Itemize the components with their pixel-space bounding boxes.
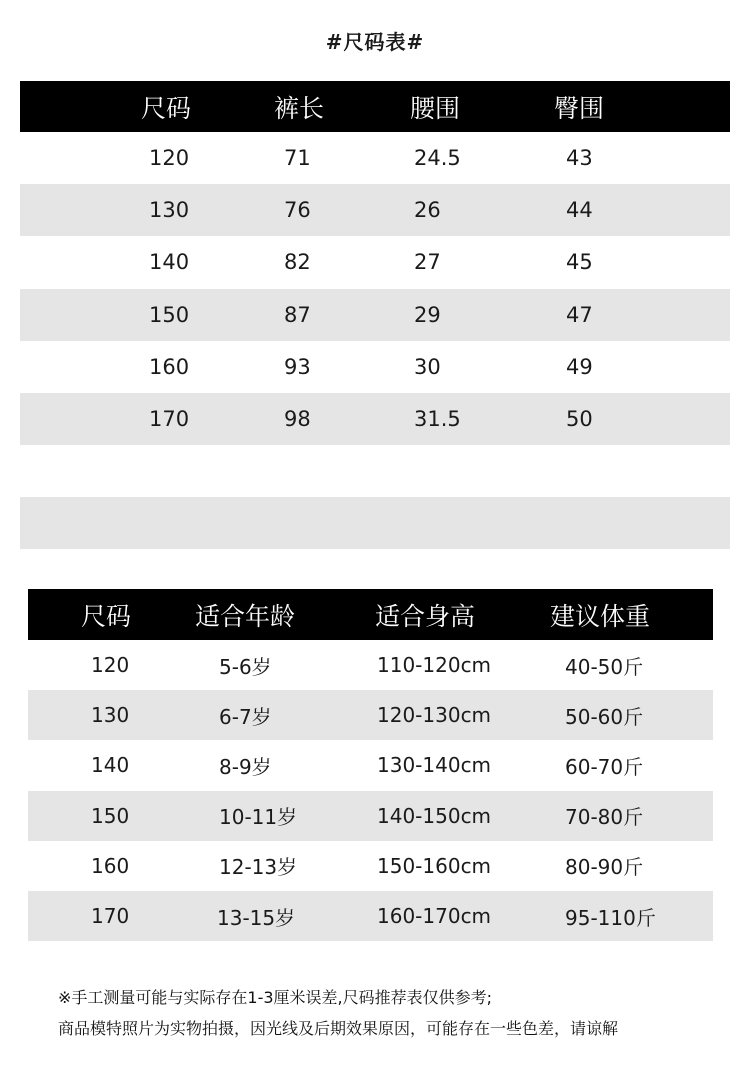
cell-age: 12-13岁 bbox=[219, 855, 298, 880]
header-size: 尺码 bbox=[141, 93, 192, 123]
cell-size: 160 bbox=[91, 853, 130, 878]
cell-hip: 43 bbox=[566, 146, 593, 171]
cell-size: 150 bbox=[91, 803, 130, 828]
cell-waist: 30 bbox=[414, 354, 441, 379]
cell-pants-length: 87 bbox=[284, 302, 311, 327]
header-hip: 臀围 bbox=[554, 93, 605, 123]
cell-pants-length: 93 bbox=[284, 354, 311, 379]
table-row bbox=[20, 236, 730, 288]
cell-weight: 80-90斤 bbox=[565, 855, 644, 880]
header-size: 尺码 bbox=[81, 601, 132, 631]
table-row bbox=[28, 841, 713, 891]
cell-age: 13-15岁 bbox=[217, 905, 296, 930]
size-recommendation-table bbox=[28, 589, 713, 941]
cell-hip: 44 bbox=[566, 198, 593, 223]
cell-size: 170 bbox=[91, 904, 130, 929]
table-row bbox=[20, 184, 730, 236]
cell-weight: 60-70斤 bbox=[565, 754, 644, 779]
cell-height: 130-140cm bbox=[377, 753, 492, 778]
cell-height: 160-170cm bbox=[377, 904, 492, 929]
cell-pants-length: 71 bbox=[284, 146, 311, 171]
header-weight: 建议体重 bbox=[550, 601, 651, 631]
notes bbox=[58, 982, 738, 1044]
cell-size: 120 bbox=[149, 146, 190, 171]
cell-height: 120-130cm bbox=[377, 703, 492, 728]
cell-hip: 45 bbox=[566, 250, 593, 275]
cell-weight: 50-60斤 bbox=[565, 704, 644, 729]
cell-waist: 31.5 bbox=[414, 407, 461, 432]
cell-size: 150 bbox=[149, 302, 190, 327]
cell-size: 160 bbox=[149, 354, 190, 379]
cell-age: 10-11岁 bbox=[219, 805, 298, 830]
cell-pants-length: 98 bbox=[284, 407, 311, 432]
size-measurement-table bbox=[20, 81, 730, 549]
cell-weight: 70-80斤 bbox=[565, 805, 644, 830]
cell-hip: 49 bbox=[566, 354, 593, 379]
cell-hip: 50 bbox=[566, 407, 593, 432]
cell-weight: 40-50斤 bbox=[565, 654, 644, 679]
cell-age: 8-9岁 bbox=[219, 754, 272, 779]
cell-waist: 26 bbox=[414, 198, 441, 223]
table-row bbox=[28, 791, 713, 841]
cell-height: 150-160cm bbox=[377, 853, 492, 878]
cell-size: 120 bbox=[91, 653, 130, 678]
table-row bbox=[20, 341, 730, 393]
cell-age: 6-7岁 bbox=[219, 704, 272, 729]
cell-size: 130 bbox=[91, 703, 130, 728]
header-pants-length: 裤长 bbox=[274, 93, 325, 123]
cell-waist: 29 bbox=[414, 302, 441, 327]
table-row bbox=[28, 740, 713, 790]
header-age: 适合年龄 bbox=[195, 601, 296, 631]
note-color-difference: 商品模特照片为实物拍摄，因光线及后期效果原因，可能存在一些色差，请谅解 bbox=[58, 1019, 619, 1038]
header-height: 适合身高 bbox=[375, 601, 476, 631]
cell-age: 5-6岁 bbox=[219, 654, 272, 679]
cell-size: 130 bbox=[149, 198, 190, 223]
cell-size: 170 bbox=[149, 407, 190, 432]
cell-size: 140 bbox=[91, 753, 130, 778]
empty-row bbox=[20, 445, 730, 497]
table-header bbox=[20, 81, 730, 132]
cell-size: 140 bbox=[149, 250, 190, 275]
cell-waist: 27 bbox=[414, 250, 441, 275]
empty-row bbox=[20, 497, 730, 549]
table-row bbox=[28, 640, 713, 690]
cell-waist: 24.5 bbox=[414, 146, 461, 171]
header-waist: 腰围 bbox=[410, 93, 461, 123]
cell-pants-length: 82 bbox=[284, 250, 311, 275]
table-header bbox=[28, 589, 713, 640]
cell-pants-length: 76 bbox=[284, 198, 311, 223]
table-row bbox=[20, 132, 730, 184]
cell-hip: 47 bbox=[566, 302, 593, 327]
page-title: #尺码表# bbox=[325, 30, 425, 54]
table-row bbox=[20, 289, 730, 341]
note-measurement-error: ※手工测量可能与实际存在1-3厘米误差,尺码推荐表仅供参考; bbox=[58, 988, 493, 1007]
cell-weight: 95-110斤 bbox=[565, 905, 656, 930]
table-row bbox=[28, 891, 713, 941]
cell-height: 110-120cm bbox=[377, 653, 492, 678]
table-row bbox=[28, 690, 713, 740]
table-row bbox=[20, 393, 730, 445]
cell-height: 140-150cm bbox=[377, 803, 492, 828]
